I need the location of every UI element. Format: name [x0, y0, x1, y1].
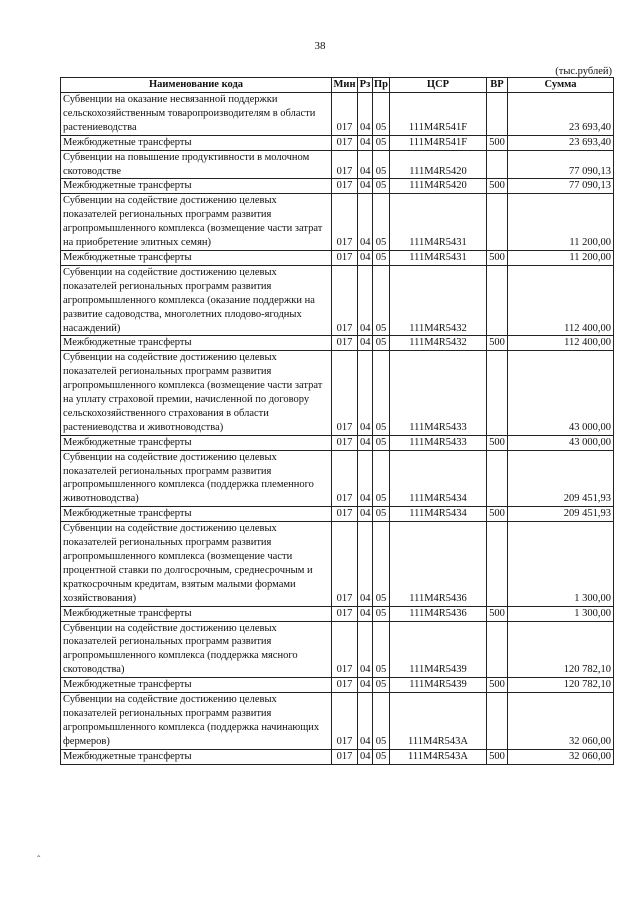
cell-sum: 1 300,00 [508, 522, 614, 606]
cell-pr: 05 [373, 135, 390, 150]
units-label: (тыс.рублей) [555, 66, 612, 77]
cell-min: 017 [332, 194, 358, 251]
cell-name: Межбюджетные трансферты [61, 749, 332, 764]
cell-vr: 500 [487, 749, 508, 764]
cell-pr: 05 [373, 450, 390, 507]
cell-vr: 500 [487, 135, 508, 150]
table-row [61, 250, 614, 265]
table-row [61, 507, 614, 522]
cell-min: 017 [332, 507, 358, 522]
cell-vr [487, 621, 508, 678]
table-row [61, 678, 614, 693]
cell-csr: 111M4R5432 [390, 265, 487, 336]
table-row [61, 435, 614, 450]
header-rz: Рз [358, 78, 373, 93]
table-row [61, 351, 614, 435]
cell-pr: 05 [373, 621, 390, 678]
cell-rz: 04 [358, 507, 373, 522]
cell-sum: 1 300,00 [508, 606, 614, 621]
cell-sum: 23 693,40 [508, 93, 614, 136]
cell-csr: 111M4R5431 [390, 250, 487, 265]
cell-min: 017 [332, 93, 358, 136]
cell-min: 017 [332, 250, 358, 265]
cell-rz: 04 [358, 336, 373, 351]
table-row [61, 749, 614, 764]
cell-rz: 04 [358, 749, 373, 764]
cell-csr: 111M4R5439 [390, 621, 487, 678]
cell-sum: 43 000,00 [508, 435, 614, 450]
cell-csr: 111M4R541F [390, 135, 487, 150]
cell-min: 017 [332, 351, 358, 435]
cell-sum: 112 400,00 [508, 265, 614, 336]
cell-vr: 500 [487, 336, 508, 351]
cell-min: 017 [332, 435, 358, 450]
cell-rz: 04 [358, 621, 373, 678]
cell-rz: 04 [358, 450, 373, 507]
cell-pr: 05 [373, 93, 390, 136]
cell-csr: 111M4R5434 [390, 507, 487, 522]
cell-rz: 04 [358, 522, 373, 606]
cell-rz: 04 [358, 179, 373, 194]
cell-rz: 04 [358, 150, 373, 179]
cell-csr: 111M4R5420 [390, 179, 487, 194]
cell-min: 017 [332, 749, 358, 764]
cell-pr: 05 [373, 336, 390, 351]
cell-sum: 11 200,00 [508, 250, 614, 265]
cell-rz: 04 [358, 435, 373, 450]
cell-pr: 05 [373, 150, 390, 179]
cell-rz: 04 [358, 265, 373, 336]
table-row [61, 522, 614, 606]
cell-csr: 111M4R5439 [390, 678, 487, 693]
cell-csr: 111M4R5433 [390, 351, 487, 435]
cell-name: Межбюджетные трансферты [61, 336, 332, 351]
cell-rz: 04 [358, 135, 373, 150]
cell-pr: 05 [373, 194, 390, 251]
cell-name: Субвенции на содействие достижению целевых показателей региональных программ развития агропромышленного комплекса (возмещение части затрат на приобретение элитных семян) [61, 194, 332, 251]
cell-pr: 05 [373, 749, 390, 764]
cell-sum: 120 782,10 [508, 621, 614, 678]
cell-pr: 05 [373, 606, 390, 621]
table-row [61, 93, 614, 136]
cell-csr: 111M4R5434 [390, 450, 487, 507]
cell-name: Субвенции на содействие достижению целевых показателей региональных программ развития агропромышленного комплекса (оказание поддержки на развитие садоводства, многолетних плодово-ягодных насаждений) [61, 265, 332, 336]
cell-vr: 500 [487, 606, 508, 621]
cell-csr: 111M4R543A [390, 749, 487, 764]
cell-vr [487, 351, 508, 435]
cell-rz: 04 [358, 194, 373, 251]
cell-rz: 04 [358, 693, 373, 750]
cell-min: 017 [332, 150, 358, 179]
cell-vr [487, 93, 508, 136]
cell-vr: 500 [487, 435, 508, 450]
header-min: Мин [332, 78, 358, 93]
cell-name: Субвенции на содействие достижению целевых показателей региональных программ развития агропромышленного комплекса (поддержка начинающих фермеров) [61, 693, 332, 750]
cell-csr: 111M4R5436 [390, 522, 487, 606]
cell-min: 017 [332, 693, 358, 750]
table-row [61, 179, 614, 194]
cell-name: Межбюджетные трансферты [61, 179, 332, 194]
table-row [61, 606, 614, 621]
cell-vr [487, 265, 508, 336]
header-sum: Сумма [508, 78, 614, 93]
cell-pr: 05 [373, 693, 390, 750]
cell-csr: 111M4R541F [390, 93, 487, 136]
cell-name: Межбюджетные трансферты [61, 435, 332, 450]
cell-rz: 04 [358, 678, 373, 693]
cell-sum: 32 060,00 [508, 749, 614, 764]
cell-vr: 500 [487, 678, 508, 693]
cell-name: Субвенции на содействие достижению целевых показателей региональных программ развития агропромышленного комплекса (возмещение части затрат на уплату страховой премии, начисленной по договору сельскохозяйственного страхования в области растениеводства и животноводства) [61, 351, 332, 435]
cell-sum: 120 782,10 [508, 678, 614, 693]
cell-name: Субвенции на оказание несвязанной поддержки сельскохозяйственным товаропроизводителям в области растениеводства [61, 93, 332, 136]
cell-csr: 111M4R5431 [390, 194, 487, 251]
header-csr: ЦСР [390, 78, 487, 93]
cell-min: 017 [332, 678, 358, 693]
cell-min: 017 [332, 450, 358, 507]
cell-csr: 111M4R5432 [390, 336, 487, 351]
page-number: 38 [314, 40, 326, 52]
cell-sum: 209 451,93 [508, 507, 614, 522]
cell-name: Субвенции на содействие достижению целевых показателей региональных программ развития агропромышленного комплекса (поддержка племенного животноводства) [61, 450, 332, 507]
cell-name: Межбюджетные трансферты [61, 507, 332, 522]
cell-vr [487, 693, 508, 750]
cell-min: 017 [332, 135, 358, 150]
cell-name: Субвенции на повышение продуктивности в молочном скотоводстве [61, 150, 332, 179]
cell-sum: 23 693,40 [508, 135, 614, 150]
cell-rz: 04 [358, 351, 373, 435]
cell-csr: 111M4R543A [390, 693, 487, 750]
cell-pr: 05 [373, 678, 390, 693]
cell-rz: 04 [358, 250, 373, 265]
cell-pr: 05 [373, 522, 390, 606]
table-row [61, 450, 614, 507]
cell-sum: 112 400,00 [508, 336, 614, 351]
cell-pr: 05 [373, 250, 390, 265]
table-row [61, 693, 614, 750]
cell-name: Межбюджетные трансферты [61, 135, 332, 150]
cell-name: Межбюджетные трансферты [61, 678, 332, 693]
cell-csr: 111M4R5433 [390, 435, 487, 450]
table-row [61, 336, 614, 351]
cell-pr: 05 [373, 265, 390, 336]
header-row [61, 78, 614, 93]
cell-min: 017 [332, 179, 358, 194]
cell-vr [487, 522, 508, 606]
cell-name: Субвенции на содействие достижению целевых показателей региональных программ развития агропромышленного комплекса (возмещение части процентной ставки по долгосрочным, среднесрочным и краткосрочным кредитам, взятым малыми формами хозяйствования) [61, 522, 332, 606]
cell-name: Межбюджетные трансферты [61, 606, 332, 621]
cell-rz: 04 [358, 606, 373, 621]
cell-min: 017 [332, 265, 358, 336]
cell-vr [487, 194, 508, 251]
cell-csr: 111M4R5436 [390, 606, 487, 621]
cell-pr: 05 [373, 507, 390, 522]
cell-pr: 05 [373, 435, 390, 450]
cell-sum: 77 090,13 [508, 150, 614, 179]
header-vr: ВР [487, 78, 508, 93]
header-pr: Пр [373, 78, 390, 93]
cell-vr [487, 150, 508, 179]
table-row [61, 150, 614, 179]
cell-vr: 500 [487, 250, 508, 265]
cell-sum: 77 090,13 [508, 179, 614, 194]
cell-rz: 04 [358, 93, 373, 136]
cell-min: 017 [332, 621, 358, 678]
budget-table [60, 77, 614, 765]
cell-sum: 11 200,00 [508, 194, 614, 251]
cell-vr [487, 450, 508, 507]
cell-vr: 500 [487, 507, 508, 522]
cell-pr: 05 [373, 179, 390, 194]
cell-min: 017 [332, 606, 358, 621]
header-name: Наименование кода [61, 78, 332, 93]
cell-min: 017 [332, 522, 358, 606]
cell-name: Субвенции на содействие достижению целевых показателей региональных программ развития агропромышленного комплекса (поддержка мясного скотоводства) [61, 621, 332, 678]
cell-name: Межбюджетные трансферты [61, 250, 332, 265]
cell-pr: 05 [373, 351, 390, 435]
table-row [61, 621, 614, 678]
table-row [61, 265, 614, 336]
table-row [61, 135, 614, 150]
cell-sum: 32 060,00 [508, 693, 614, 750]
table-row [61, 194, 614, 251]
cell-sum: 209 451,93 [508, 450, 614, 507]
scan-mark: ˆ [37, 855, 41, 866]
cell-min: 017 [332, 336, 358, 351]
cell-csr: 111M4R5420 [390, 150, 487, 179]
cell-sum: 43 000,00 [508, 351, 614, 435]
cell-vr: 500 [487, 179, 508, 194]
